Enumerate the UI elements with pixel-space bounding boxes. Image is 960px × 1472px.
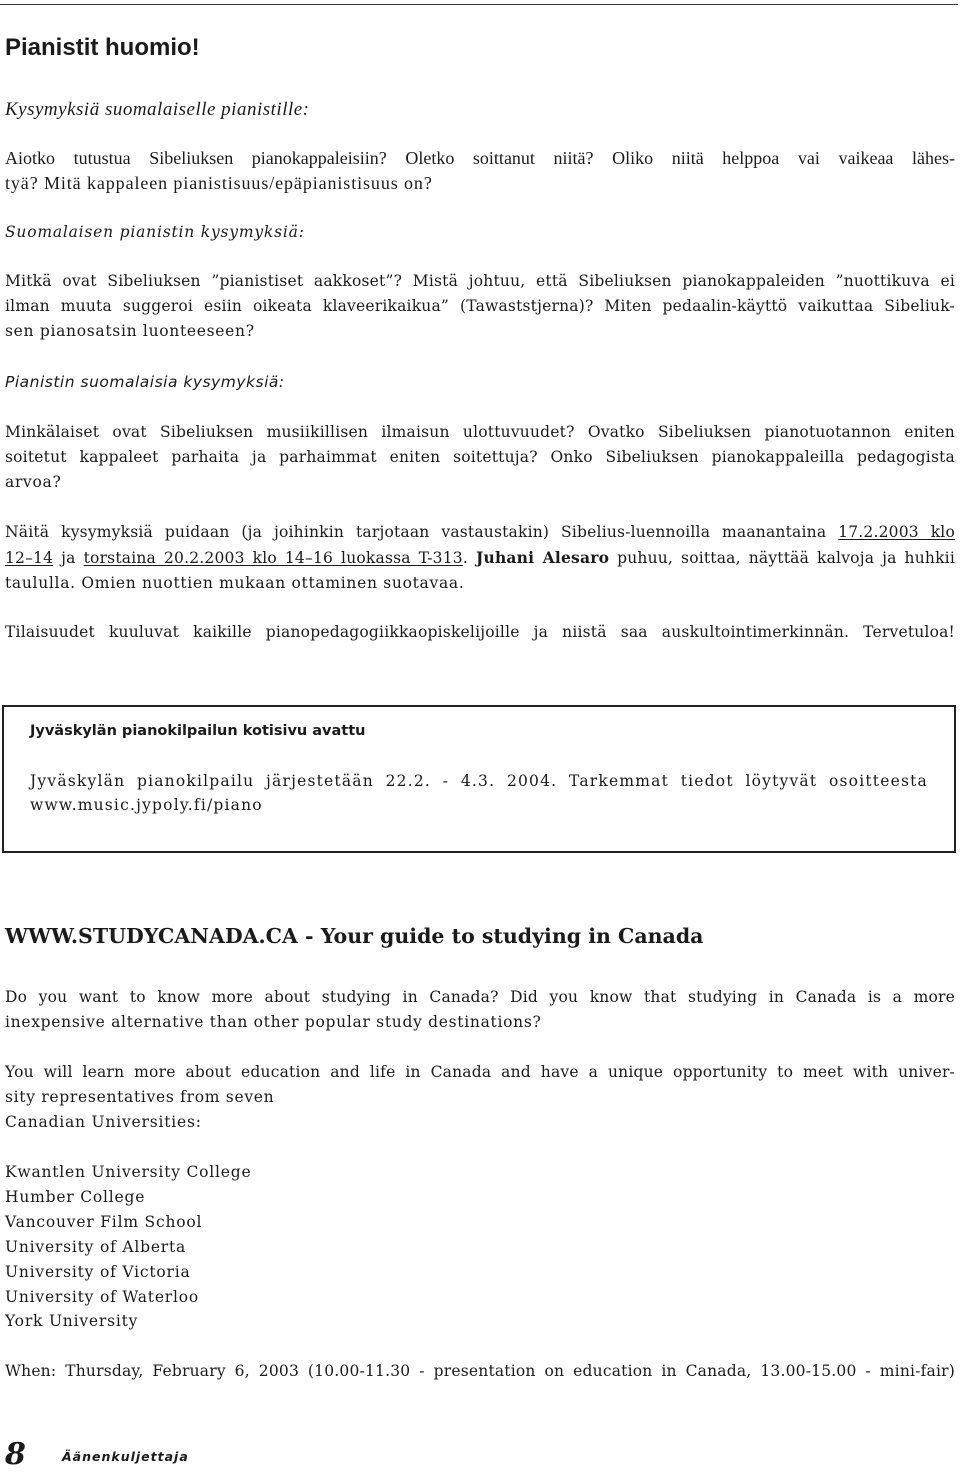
university-list [5,1160,251,1334]
underline-text: torstaina 20.2.2003 klo 14–16 luokassa T-313 [83,549,463,567]
article-title: Pianistit huomio! [5,34,200,61]
subheading-pianist-finnish-questions: Pianistin suomalaisia kysymyksiä: [5,373,285,391]
paragraph-meet-representatives [5,1060,955,1110]
text-line: Minkälaiset ovat Sibeliuksen musiikillisen ilmaisun ulottuvuudet? Ovatko Sibeliuksen pianotuotannon eniten [5,423,955,441]
list-item: York University [5,1312,139,1331]
top-rule [0,4,958,5]
publication-name: Äänenkuljettaja [62,1449,189,1464]
text-segment: . [462,549,476,567]
text-line: taululla. Omien nuottien mukaan ottaminen suotavaa. [5,574,465,592]
universities-label: Canadian Universities: [5,1113,202,1131]
subheading-finnish-pianist-questions: Kysymyksiä suomalaiselle pianistille: [5,99,310,120]
text-line: Mitkä ovat Sibeliuksen ”pianistiset aakkoset”? Mistä johtuu, että Sibeliuksen pianokappaleiden ”nuottikuva ei [5,272,955,290]
text-line: Do you want to know more about studying in Canada? Did you know that studying in Canada is a more [5,988,955,1006]
text-line: Aiotko tutustua Sibeliuksen pianokappaleisiin? Oletko soittanut niitä? Oliko niitä helppoa vai vaikeaa lähes- [5,148,955,168]
paragraph-lecture-schedule [5,520,955,596]
text-line: Tilaisuudet kuuluvat kaikille pianopedagogiikkaopiskelijoille ja niistä saa auskultointimerkinnän. Tervetuloa! [5,623,955,641]
text-line: soitetut kappaleet parhaita ja parhaimmat eniten soitettuja? Onko Sibeliuksen pianokappaleilla pedagogista [5,448,955,466]
text-line [5,545,955,571]
text-line: Jyväskylän pianokilpailu järjestetään 22.2. - 4.3. 2004. Tarkemmat tiedot löytyvät osoitteesta [30,772,928,790]
list-item: University of Victoria [5,1262,191,1281]
paragraph-study-in-canada [5,985,955,1035]
text-segment: ja [53,549,84,567]
text-line: tyä? Mitä kappaleen pianistisuus/epäpianistisuus on? [5,173,433,193]
text-line: You will learn more about education and life in Canada and have a unique opportunity to meet with univer- [5,1063,955,1081]
event-when-line [5,1359,955,1384]
subheading-pianist-of-finland-questions: Suomalaisen pianistin kysymyksiä: [5,223,305,241]
text-line: ilman muuta suggeroi esiin oikeata klaveerikaikua” (Tawaststjerna)? Miten pedaalin-käyttö vaikuttaa Sibeliuk- [5,297,955,315]
text-line [5,520,955,545]
paragraph-pianistic-alphabet [5,269,955,344]
page-number: 8 [5,1437,26,1472]
text-segment: Näitä kysymyksiä puidaan (ja joihinkin tarjotaan vastaustakin) Sibelius-luennoilla maanantaina [5,523,839,541]
notice-box-title: Jyväskylän pianokilpailun kotisivu avattu [30,723,366,739]
list-item: Vancouver Film School [5,1212,203,1231]
list-item: Humber College [5,1187,146,1206]
studycanada-heading: WWW.STUDYCANADA.CA - Your guide to studying in Canada [5,924,704,948]
list-item: University of Alberta [5,1237,187,1256]
text-line: When: Thursday, February 6, 2003 (10.00-11.30 - presentation on education in Canada, 13.00-15.00 - mini-fair) [5,1362,955,1380]
list-item: University of Waterloo [5,1287,200,1306]
paragraph-welcome [5,620,955,645]
underline-text: 17.2.2003 klo [838,523,955,541]
notice-box-text [30,769,928,817]
text-line: inexpensive alternative than other popular study destinations? [5,1013,542,1031]
text-line: sity representatives from seven [5,1088,275,1106]
paragraph-intro-questions [5,146,955,196]
text-line: arvoa? [5,473,62,491]
text-line: www.music.jypoly.fi/piano [30,796,263,814]
paragraph-musical-expression [5,420,955,495]
underline-text: 12–14 [5,549,54,567]
bold-text: Juhani Alesaro [475,548,610,567]
text-segment: puhuu, soittaa, näyttää kalvoja ja huhkii [609,549,955,567]
list-item: Kwantlen University College [5,1163,252,1181]
text-line: sen pianosatsin luonteeseen? [5,322,255,340]
